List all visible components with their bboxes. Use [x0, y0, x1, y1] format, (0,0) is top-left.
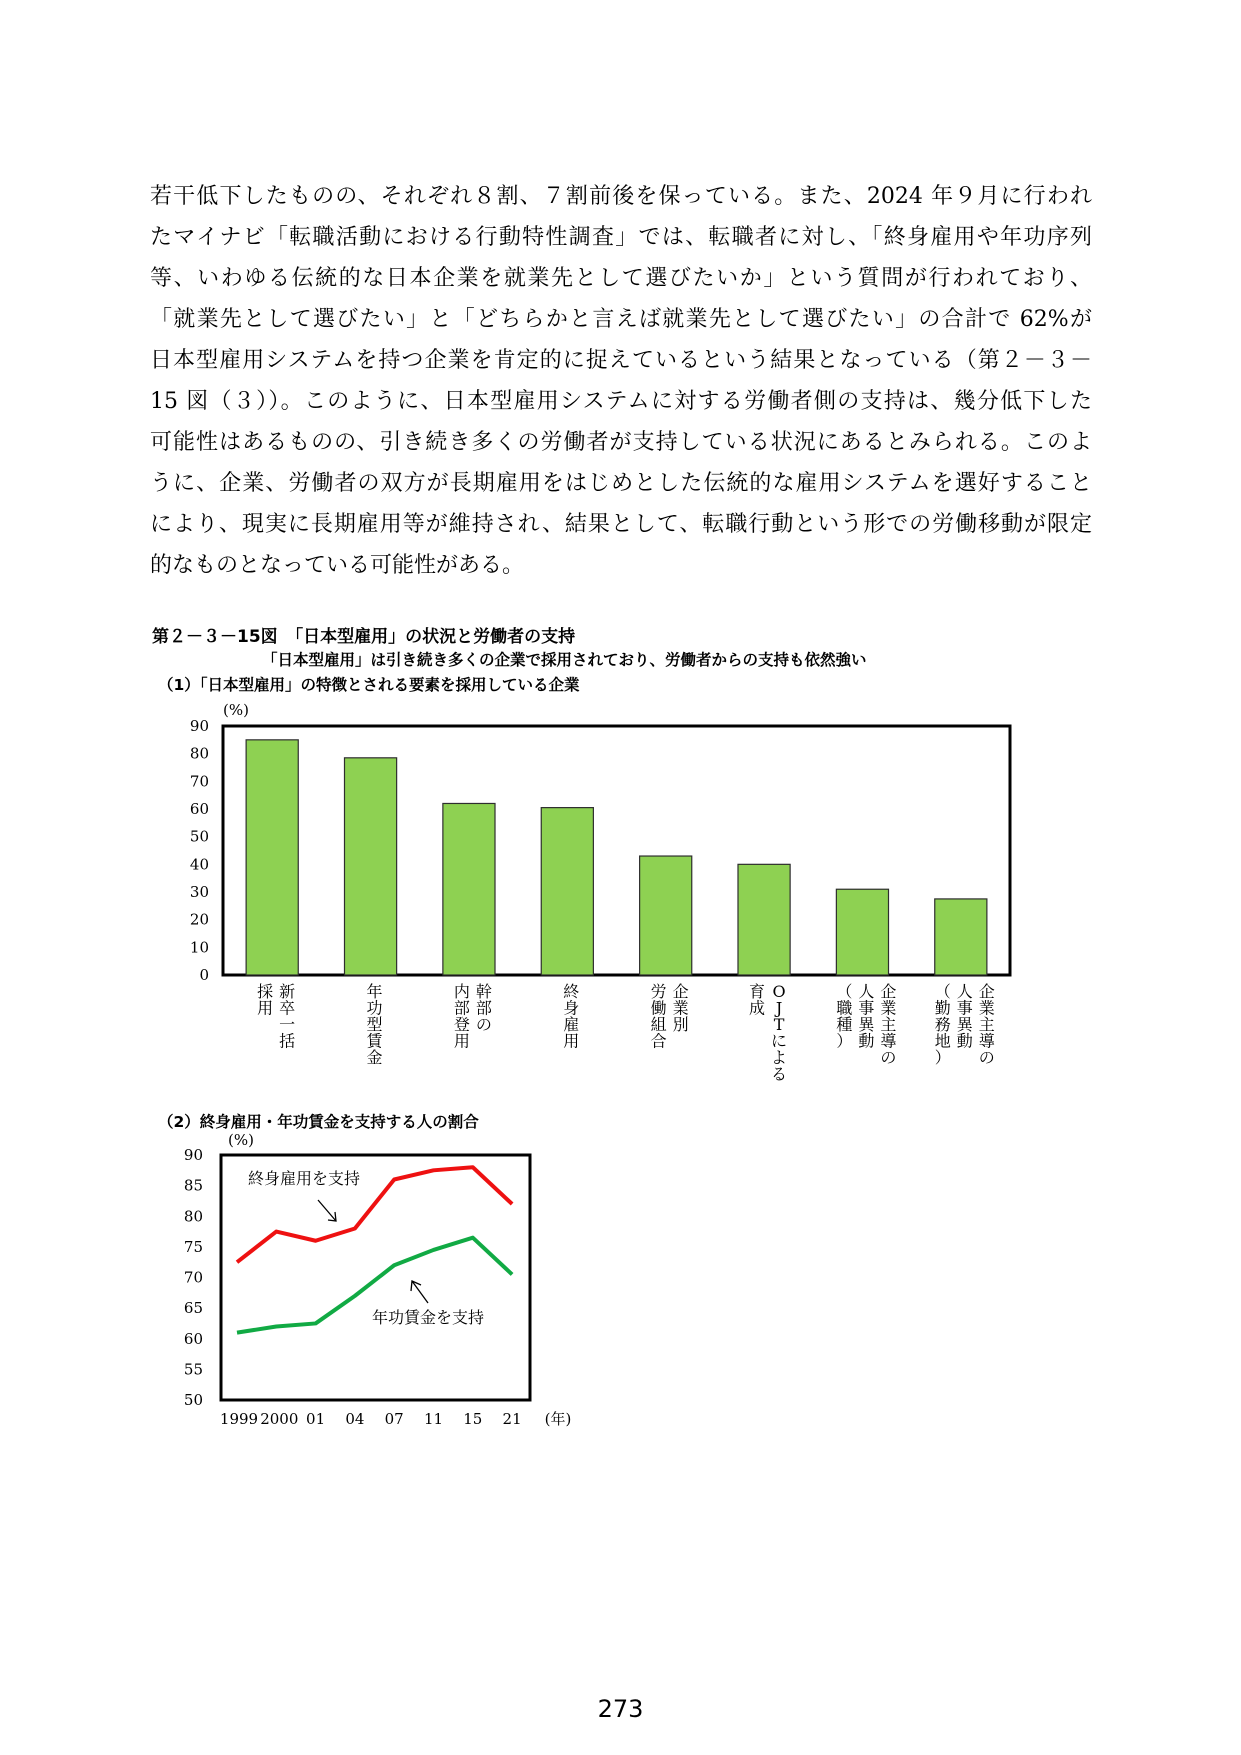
plot-frame	[223, 726, 1010, 975]
y-tick-label: 80	[189, 744, 209, 763]
bar	[836, 889, 888, 975]
page-number: 273	[597, 1695, 644, 1723]
series-line	[237, 1167, 512, 1262]
x-tick-label: 07	[384, 1410, 404, 1428]
x-category-label: 内部登用	[453, 982, 470, 1051]
y-tick-label: 20	[189, 910, 209, 929]
y-tick-label: 80	[183, 1207, 203, 1226]
bar	[443, 803, 495, 975]
paragraph-line: により、現実に長期雇用等が維持され、結果として、転職行動という形での労働移動が限定	[150, 512, 1092, 537]
y-tick-label: 85	[183, 1176, 203, 1195]
y-tick-label: 70	[183, 1268, 203, 1287]
x-category-label: 労働組合	[650, 982, 667, 1051]
x-tick-label: 15	[463, 1410, 483, 1428]
paragraph-line: うに、企業、労働者の双方が長期雇用をはじめとした伝統的な雇用システムを選好すること	[150, 471, 1092, 496]
paragraph-line: 等、いわゆる伝統的な日本企業を就業先として選びたいか」という質問が行われており、	[150, 266, 1092, 291]
paragraph-line: 日本型雇用システムを持つ企業を肯定的に捉えているという結果となっている（第２－３－	[150, 348, 1092, 373]
x-tick-label: 11	[423, 1410, 444, 1428]
x-category-label: 人事異動	[956, 982, 973, 1051]
y-axis-unit: (%)	[223, 701, 249, 719]
y-tick-label: 0	[199, 966, 209, 984]
y-tick-label: 55	[183, 1360, 203, 1379]
x-category-label: 終身雇用	[563, 982, 580, 1051]
bar	[246, 740, 298, 975]
y-tick-label: 40	[189, 855, 209, 874]
y-tick-label: 60	[183, 1329, 203, 1348]
panel1-title: （1）「日本型雇用」の特徴とされる要素を採用している企業	[158, 676, 580, 694]
series-line	[237, 1238, 512, 1333]
x-category-label: 新卒一括	[279, 982, 296, 1051]
x-axis-unit: (年)	[544, 1410, 572, 1428]
paragraph-line: 可能性はあるものの、引き続き多くの労働者が支持している状況にあるとみられる。このよ	[150, 430, 1092, 455]
bar	[541, 808, 593, 975]
y-tick-label: 65	[183, 1299, 203, 1318]
body-paragraph	[150, 176, 1092, 586]
x-category-label: 幹部の	[475, 982, 492, 1034]
x-category-label: 企業別	[672, 982, 689, 1034]
paragraph-line: 15 図（３））。このように、日本型雇用システムに対する労働者側の支持は、幾分低下した	[150, 389, 1092, 414]
x-category-label: 人事異動	[858, 982, 875, 1051]
annotation-arrowhead	[411, 1281, 421, 1291]
bar	[640, 856, 692, 975]
x-category-label: 企業主導の	[880, 982, 897, 1067]
x-category-label: （勤務地）	[934, 982, 951, 1067]
panel2-title: （2）終身雇用・年功賃金を支持する人の割合	[158, 1113, 479, 1131]
y-tick-label: 90	[183, 1146, 203, 1164]
y-axis-unit: (%)	[228, 1131, 254, 1149]
paragraph-line: 若干低下したものの、それぞれ８割、７割前後を保っている。また、2024 年９月に行われ	[150, 184, 1092, 209]
series-label-seniority: 年功賃金を支持	[372, 1308, 485, 1327]
y-tick-label: 30	[189, 883, 209, 901]
bar	[935, 899, 987, 975]
paragraph-line: たマイナビ「転職活動における行動特性調査」では、転職者に対し、「終身雇用や年功序列	[150, 225, 1092, 250]
series-label-lifetime: 終身雇用を支持	[248, 1169, 361, 1188]
annotation-arrow	[318, 1200, 336, 1221]
x-tick-label: 1999	[219, 1410, 259, 1428]
y-tick-label: 50	[189, 827, 209, 846]
paragraph-line: 「就業先として選びたい」と「どちらかと言えば就業先として選びたい」の合計で 62%が	[150, 307, 1092, 332]
x-category-label: （職種）	[836, 982, 853, 1051]
x-category-label: 採用	[257, 982, 274, 1018]
y-tick-label: 10	[189, 938, 209, 957]
x-tick-label: 01	[306, 1410, 326, 1428]
y-tick-label: 75	[183, 1237, 203, 1256]
figure-subtitle: 「日本型雇用」は引き続き多くの企業で採用されており、労働者からの支持も依然強い	[262, 651, 867, 669]
plot-frame	[221, 1155, 530, 1400]
x-category-label: 育成	[749, 982, 766, 1018]
x-category-label: 年功型賃金	[366, 982, 383, 1067]
x-category-label: 企業主導の	[978, 982, 995, 1067]
bar	[344, 758, 396, 975]
y-tick-label: 70	[189, 772, 209, 791]
y-tick-label: 90	[189, 717, 209, 735]
paragraph-line: 的なものとなっている可能性がある。	[150, 553, 525, 578]
y-tick-label: 50	[183, 1391, 203, 1409]
annotation-arrowhead	[328, 1212, 336, 1221]
y-tick-label: 60	[189, 800, 209, 818]
x-tick-label: 2000	[260, 1410, 299, 1428]
x-category-label: O J T による	[771, 982, 788, 1084]
figure-title: 第２－３－15図 「日本型雇用」の状況と労働者の支持	[152, 627, 576, 647]
x-tick-label: 21	[502, 1410, 522, 1428]
bar	[738, 864, 790, 975]
x-tick-label: 04	[345, 1410, 365, 1428]
annotation-arrow	[412, 1281, 428, 1303]
